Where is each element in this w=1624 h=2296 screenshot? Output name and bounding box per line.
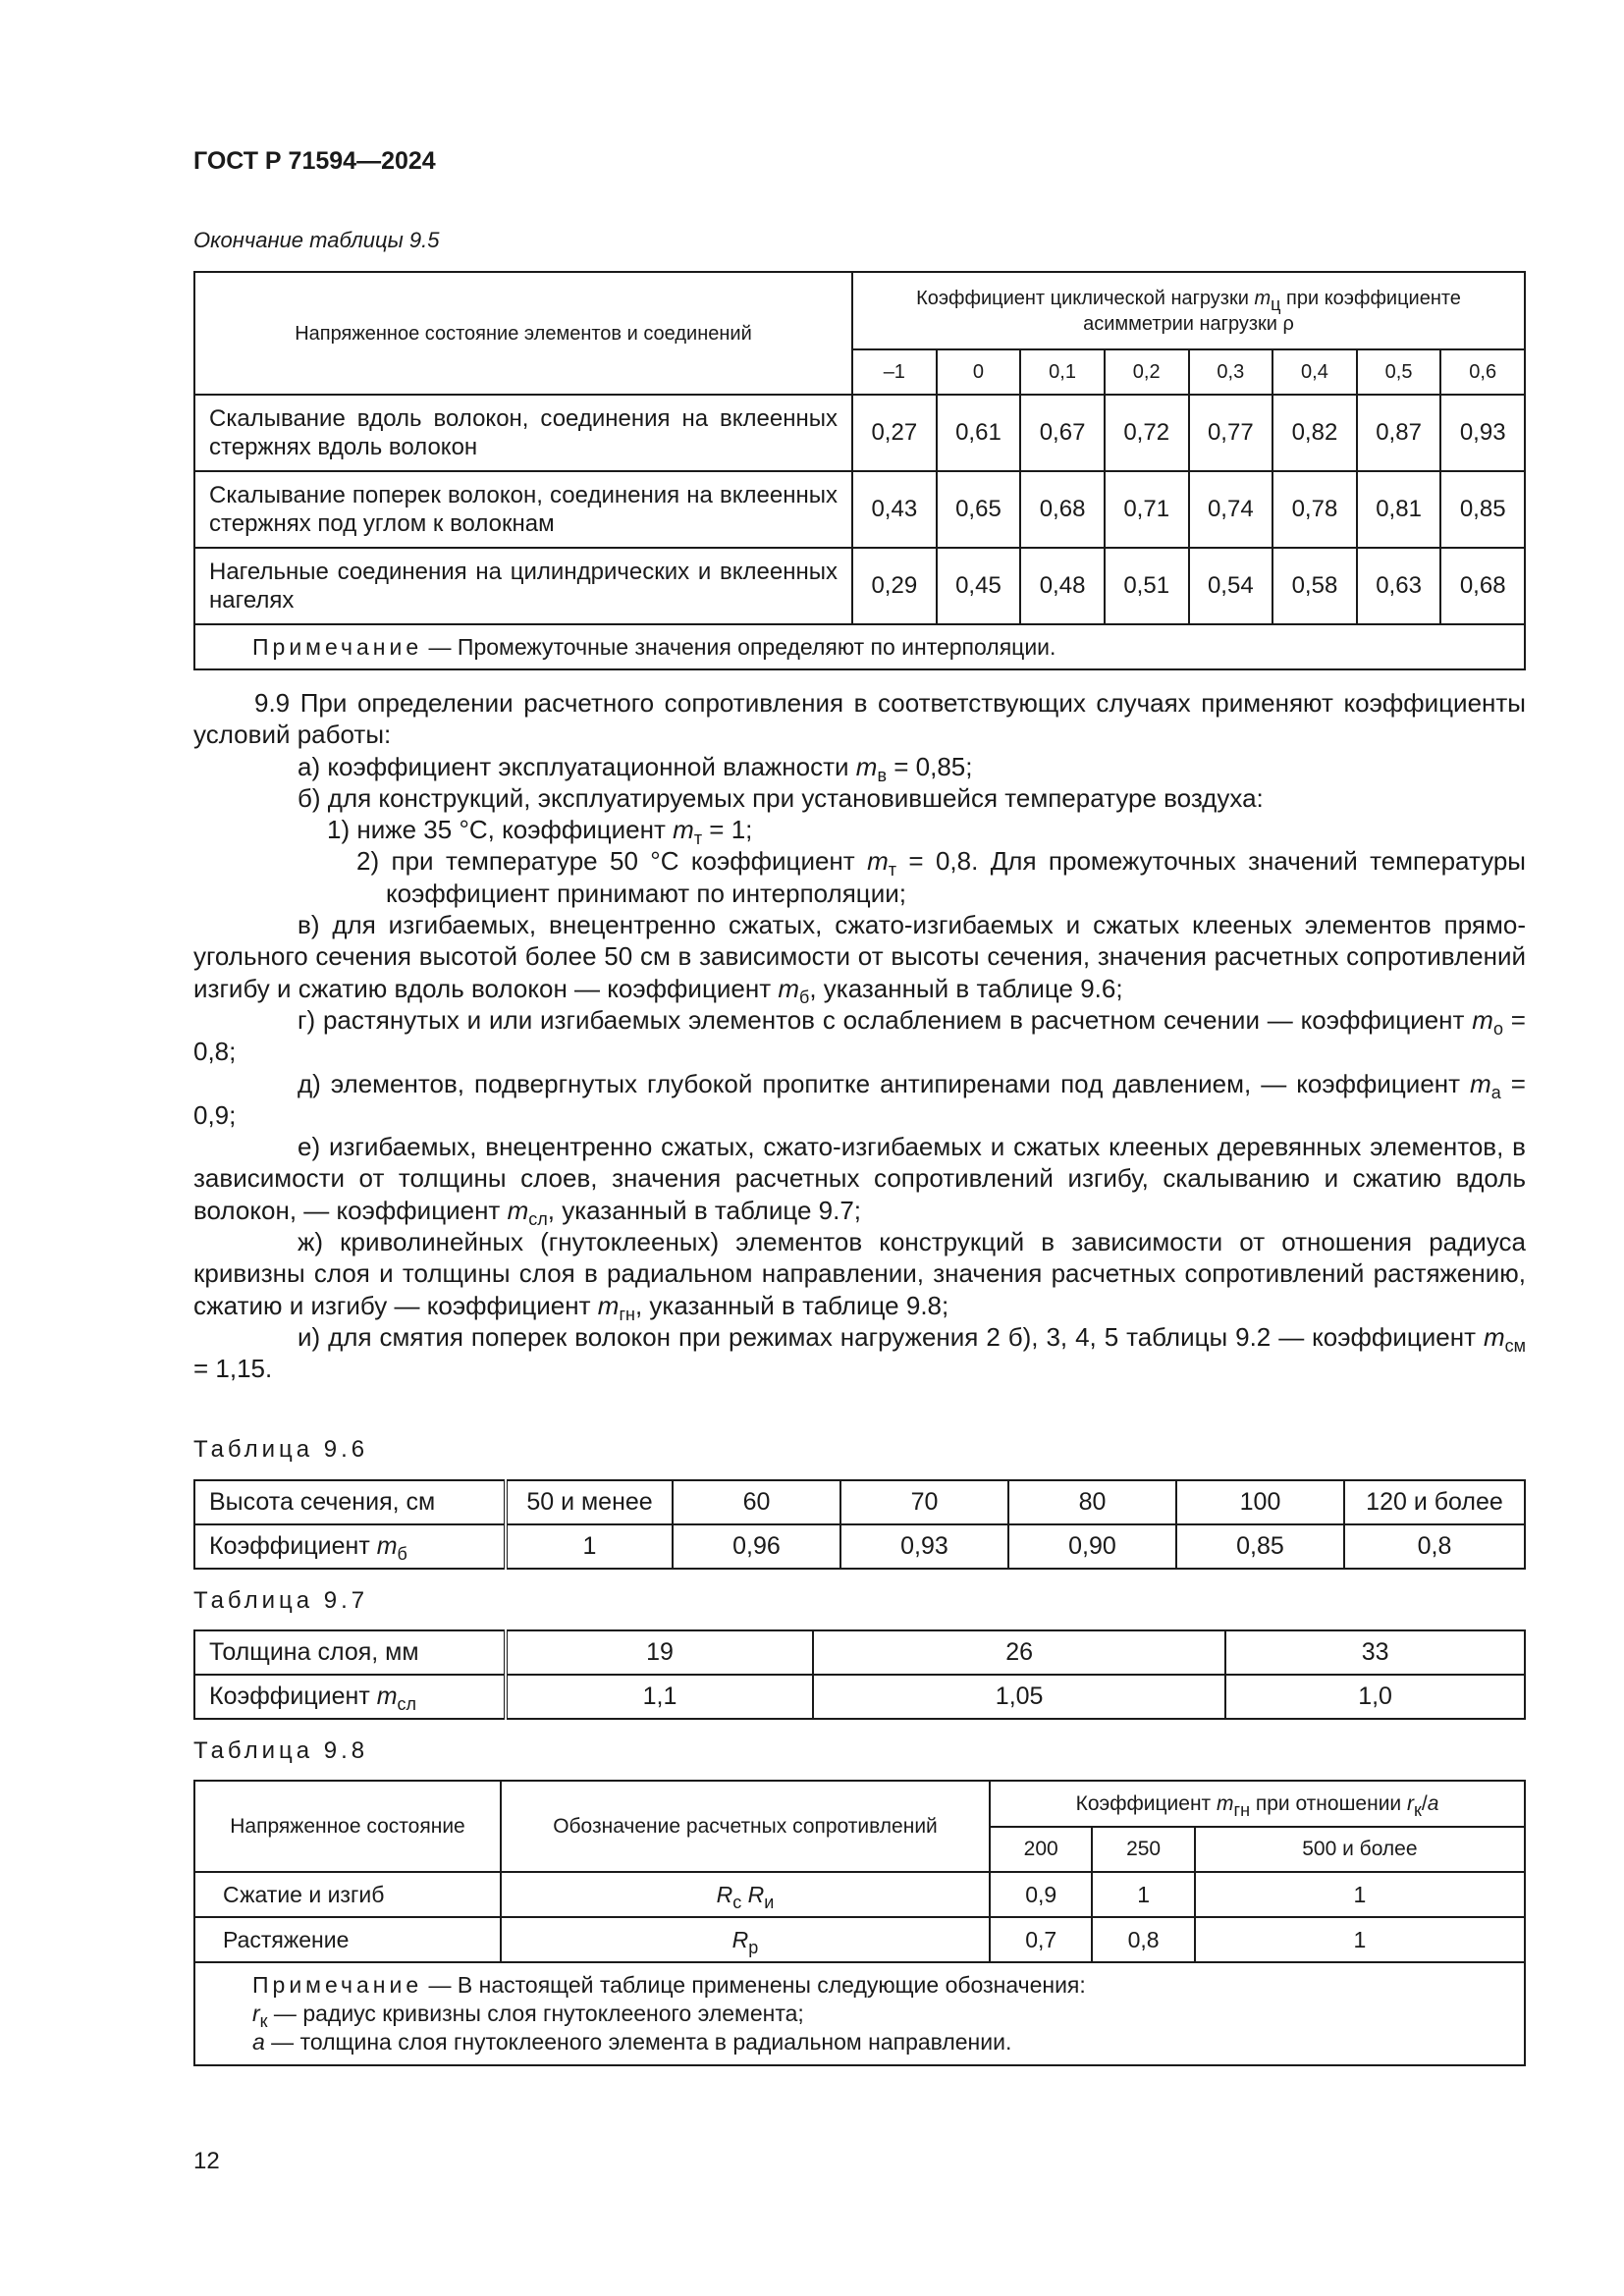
cell-value: 0,71 <box>1105 471 1189 548</box>
body-text <box>193 687 1526 1385</box>
rho-header: 0,6 <box>1440 349 1525 395</box>
cell-value: 0,93 <box>1440 395 1525 471</box>
cell-value: 0,7 <box>990 1917 1092 1962</box>
cell-value: 80 <box>1008 1480 1176 1524</box>
cell-value: 0,96 <box>673 1524 840 1569</box>
design-resistance: $R_с$ $R_и$ <box>501 1872 990 1917</box>
item-b: б) для конструкций, эксплуатируемых при установившейся температуре воздуха: <box>298 782 1264 813</box>
header-state: Напряженное состояние элементов и соединений <box>194 272 852 395</box>
table-9-7 <box>193 1629 1526 1720</box>
rho-header: 0,4 <box>1272 349 1357 395</box>
cell-value: 0,51 <box>1105 548 1189 624</box>
cell-value: 50 и менее <box>506 1480 673 1524</box>
cell-value: 0,67 <box>1020 395 1105 471</box>
cell-value: 70 <box>840 1480 1008 1524</box>
cell-value: 1,0 <box>1225 1675 1525 1719</box>
page-number: 12 <box>193 2148 220 2174</box>
ratio-header: 200 <box>990 1827 1092 1872</box>
cell-value: 0,45 <box>937 548 1021 624</box>
cell-value: 0,65 <box>937 471 1021 548</box>
rho-header: 0,1 <box>1020 349 1105 395</box>
rho-header: 0,2 <box>1105 349 1189 395</box>
cell-value: 0,27 <box>852 395 937 471</box>
row-label: Скалывание поперек волокон, соединения на вклеенных стержнях под углом к волокнам <box>194 471 852 548</box>
cell-value: 0,8 <box>1344 1524 1525 1569</box>
row-label: Скалывание вдоль волокон, соединения на вклеенных стержнях вдоль волокон <box>194 395 852 471</box>
cell-value: 1,05 <box>813 1675 1225 1719</box>
table-row <box>194 1872 1525 1917</box>
rho-header: –1 <box>852 349 937 395</box>
row-label: Высота сечения, см <box>194 1480 506 1524</box>
table-row <box>194 1630 1525 1675</box>
cell-value: 33 <box>1225 1630 1525 1675</box>
table-9-5 <box>193 271 1526 670</box>
cell-value: 0,72 <box>1105 395 1189 471</box>
item-i: и) для смятия поперек волокон при режимах нагружения 2 б), 3, 4, 5 таблицы 9.2 — коэффициент $m_{см} = 1,15$. <box>193 1321 1526 1384</box>
cell-value: 0,93 <box>840 1524 1008 1569</box>
paragraph-9-9: 9.9 При определении расчетного сопротивления в соответствующих случаях применяют коэффициенты условий работы: <box>193 688 1526 750</box>
cell-value: 120 и более <box>1344 1480 1525 1524</box>
row-label: Толщина слоя, мм <box>194 1630 506 1675</box>
cell-value: 0,81 <box>1357 471 1441 548</box>
item-v: в) для изгибаемых, внецентренно сжатых, сжато-изгибаемых и сжатых клееных элементов прямоугольного сечения высотой более 50 см в зависимости от высоты сечения, значения расчетных сопротивлений изгибу и сжатию вдоль волокон — коэффициент $m_б$, указанный в таблице 9.6; <box>193 910 1526 1007</box>
table-note: Примечание — В настоящей таблице применены следующие обозначения: $r_к$ — радиус кривизны слоя гнутоклееного элемента; a — толщина слоя гнутоклееного элемента в радиальном направлении. <box>194 1962 1525 2065</box>
cell-value: 1 <box>1195 1917 1525 1962</box>
ratio-header: 250 <box>1092 1827 1194 1872</box>
table-row <box>194 1524 1525 1569</box>
table-row <box>194 471 1525 548</box>
table-note: Примечание — Промежуточные значения определяют по интерполяции. <box>194 624 1525 669</box>
header-state: Напряженное состояние <box>194 1781 501 1872</box>
header-coefficient: Коэффициент циклической нагрузки $m_ц$ при коэффициенте асимметрии нагрузки ρ <box>852 272 1525 349</box>
cell-value: 1 <box>1092 1872 1194 1917</box>
cell-value: 0,54 <box>1189 548 1273 624</box>
table-9-8 <box>193 1780 1526 2066</box>
cell-value: 100 <box>1176 1480 1344 1524</box>
cell-value: 0,48 <box>1020 548 1105 624</box>
row-label: Сжатие и изгиб <box>194 1872 501 1917</box>
cell-value: 0,78 <box>1272 471 1357 548</box>
cell-value: 0,68 <box>1020 471 1105 548</box>
table-9-5-caption: Окончание таблицы 9.5 <box>193 228 440 252</box>
cell-value: 0,29 <box>852 548 937 624</box>
document-code: ГОСТ Р 71594—2024 <box>193 147 436 175</box>
cell-value: 0,61 <box>937 395 1021 471</box>
cell-value: 0,87 <box>1357 395 1441 471</box>
cell-value: 19 <box>506 1630 813 1675</box>
header-coefficient: Коэффициент $m_{гн}$ при отношении $r_к/a$ <box>990 1781 1525 1827</box>
rho-header: 0,5 <box>1357 349 1441 395</box>
cell-value: 0,85 <box>1440 471 1525 548</box>
cell-value: 0,77 <box>1189 395 1273 471</box>
cell-value: 1,1 <box>506 1675 813 1719</box>
row-label: Коэффициент $m_{сл}$ <box>194 1675 506 1719</box>
cell-value: 0,85 <box>1176 1524 1344 1569</box>
cell-value: 1 <box>1195 1872 1525 1917</box>
cell-value: 0,8 <box>1092 1917 1194 1962</box>
cell-value: 0,63 <box>1357 548 1441 624</box>
table-row <box>194 1917 1525 1962</box>
rho-header: 0,3 <box>1189 349 1273 395</box>
table-9-7-caption: Таблица 9.7 <box>193 1587 369 1614</box>
cell-value: 60 <box>673 1480 840 1524</box>
table-row <box>194 1480 1525 1524</box>
table-9-8-caption: Таблица 9.8 <box>193 1737 369 1764</box>
cell-value: 0,43 <box>852 471 937 548</box>
cell-value: 0,58 <box>1272 548 1357 624</box>
table-row <box>194 395 1525 471</box>
row-label: Коэффициент $m_б$ <box>194 1524 506 1569</box>
cell-value: 0,68 <box>1440 548 1525 624</box>
cell-value: 26 <box>813 1630 1225 1675</box>
item-g: г) растянутых и или изгибаемых элементов с ослаблением в расчетном сечении — коэффициент $m_о = 0,8$; <box>193 1004 1526 1067</box>
rho-header: 0 <box>937 349 1021 395</box>
table-9-6-caption: Таблица 9.6 <box>193 1436 369 1463</box>
table-9-6 <box>193 1479 1526 1570</box>
cell-value: 0,9 <box>990 1872 1092 1917</box>
item-zh: ж) криволинейных (гнутоклееных) элементов конструкций в зависимости от отношения радиуса кривизны слоя и толщины слоя в радиальном направлении, значения расчетных сопротивлений растяжению, сжатию и изгибу — коэффициент $m_{гн}$, указанный в таблице 9.8; <box>193 1227 1526 1324</box>
cell-value: 0,90 <box>1008 1524 1176 1569</box>
table-row <box>194 548 1525 624</box>
table-row <box>194 1675 1525 1719</box>
cell-value: 0,74 <box>1189 471 1273 548</box>
item-d: д) элементов, подвергнутых глубокой пропитке антипиренами под давлением, — коэффициент $m_а = 0,9$; <box>193 1068 1526 1130</box>
item-e: е) изгибаемых, внецентренно сжатых, сжато-изгибаемых и сжатых клееных деревянных элементов, в зависимости от толщины слоев, значения расчетных сопротивлений изгибу, скалыванию и сжатию вдоль волокон, — коэффициент $m_{сл}$, указанный в таблице 9.7; <box>193 1132 1526 1229</box>
design-resistance: $R_р$ <box>501 1917 990 1962</box>
ratio-header: 500 и более <box>1195 1827 1525 1872</box>
item-a: а) коэффициент эксплуатационной влажности $m_в = 0,85$; <box>298 751 973 785</box>
item-b1: 1) ниже 35 °С, коэффициент $m_т = 1$; <box>327 815 753 849</box>
header-design-resistance: Обозначение расчетных сопротивлений <box>501 1781 990 1872</box>
cell-value: 0,82 <box>1272 395 1357 471</box>
cell-value: 1 <box>506 1524 673 1569</box>
row-label: Нагельные соединения на цилиндрических и вклеенных нагелях <box>194 548 852 624</box>
item-b2: 2) при температуре 50 °С коэффициент $m_т = 0,8$. Для промежуточных значений температуры коэффициент принимают по интерполяции; <box>356 846 1526 908</box>
row-label: Растяжение <box>194 1917 501 1962</box>
